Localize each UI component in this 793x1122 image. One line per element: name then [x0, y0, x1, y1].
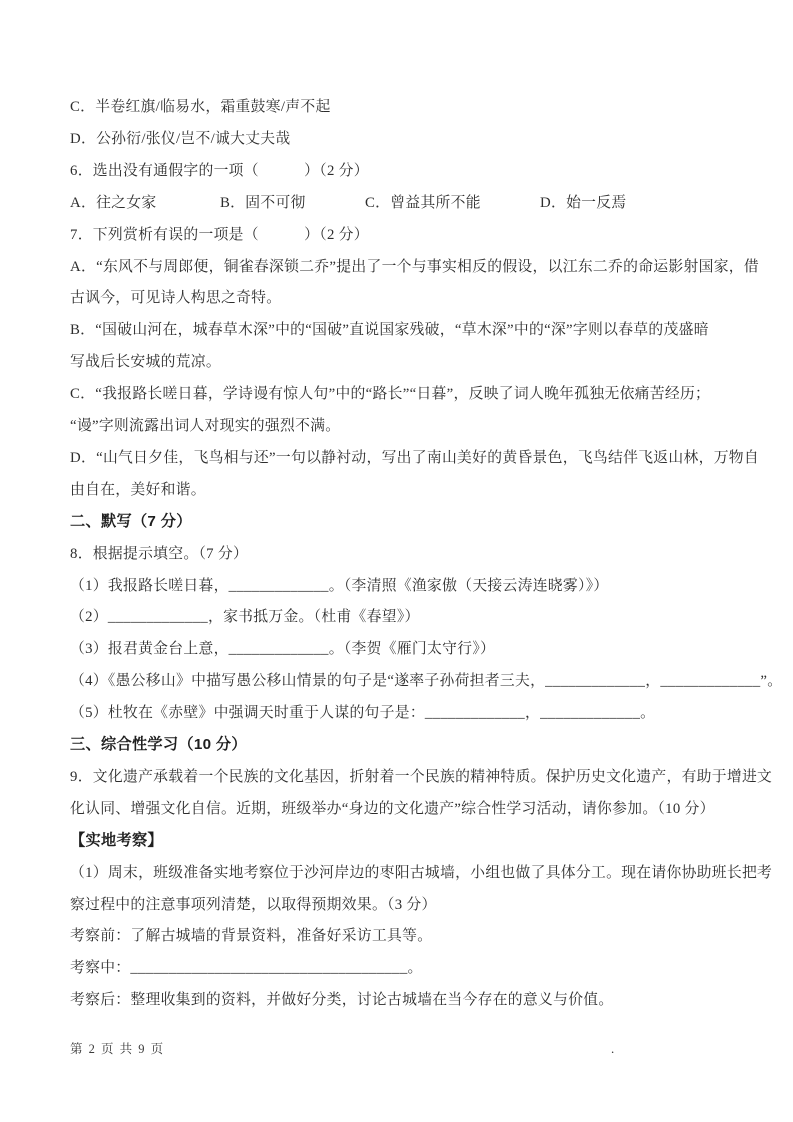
text-line: 8．根据提示填空。（7 分）: [70, 545, 249, 562]
text-line: 考察后：整理收集到的资料，并做好分类，讨论古城墙在当今存在的意义与价值。: [70, 992, 614, 1009]
text-line: 9．文化遗产承载着一个民族的文化基因，折射着一个民族的精神特质。保护历史文化遗产，有助于增进文: [70, 768, 773, 785]
text-line: 化认同、增强文化自信。近期，班级举办“身边的文化遗产”综合性学习活动，请你参加。（10 分）: [70, 800, 715, 817]
text-line: “谩”字则流露出词人对现实的强烈不满。: [70, 418, 341, 434]
page-number-label: 第 2 页 共 9 页: [70, 1042, 165, 1056]
stray-dot: .: [611, 1041, 615, 1056]
section-heading: 三、综合性学习（10 分）: [70, 736, 247, 753]
text-line: （2）_____________，家书抵万金。（杜甫《春望》）: [70, 609, 420, 626]
section-heading: 【实地考察】: [70, 831, 163, 849]
option-item: D．始一反焉: [540, 194, 627, 211]
section-heading: 二、默写（7 分）: [70, 512, 192, 530]
text-line: C．“我报路长嗟日暮，学诗谩有惊人句”中的“路长”“日暮”，反映了词人晚年孤独无依痛苦经历；: [70, 386, 711, 403]
text-line: （3）报君黄金台上意，_____________。（李贺《雁门太守行》）: [70, 641, 496, 658]
option-item: A．往之女家: [70, 194, 157, 211]
text-line: 写战后长安城的荒凉。: [70, 354, 221, 371]
text-line: B．“国破山河在，城春草木深”中的“国破”直说国家残破，“草木深”中的“深”字则以春草的茂盛暗: [70, 322, 709, 339]
text-line: （1）我报路长嗟日暮，_____________。（李清照《渔家傲（天接云涛连晓雾）》）: [70, 577, 609, 594]
text-line: 6．选出没有通假字的一项（ ）（2 分）: [70, 162, 369, 179]
text-line: D．公孙衍/张仪/岂不/诚大丈夫哉: [70, 130, 291, 147]
option-item: C．曾益其所不能: [365, 194, 481, 211]
text-line: 7．下列赏析有误的一项是（ ）（2 分）: [70, 226, 369, 243]
text-line: A．“东风不与周郎便，铜雀春深锁二乔”提出了一个与事实相反的假设，以江东二乔的命运影射国家，借: [70, 258, 759, 275]
text-line: C．半卷红旗/临易水，霜重鼓寒/声不起: [70, 99, 331, 115]
option-item: B．固不可彻: [220, 194, 306, 211]
text-line: （1）周末，班级准备实地考察位于沙河岸边的枣阳古城墙，小组也做了具体分工。现在请你协助班长把考: [70, 864, 773, 881]
text-line: （4）《愚公移山》中描写愚公移山情景的句子是“遂率子孙荷担者三夫，_____________，_____________”。: [70, 673, 783, 690]
text-line: 察过程中的注意事项列清楚，以取得预期效果。（3 分）: [70, 896, 437, 913]
text-line: 古讽今，可见诗人构思之奇特。: [70, 290, 282, 307]
text-line: 考察中：____________________________________。: [70, 960, 423, 977]
text-line: （5）杜牧在《赤壁》中强调天时重于人谋的句子是：_____________，_____________。: [70, 705, 656, 722]
text-line: 考察前：了解古城墙的背景资料，准备好采访工具等。: [70, 928, 433, 945]
text-line: 由自在，美好和谐。: [70, 481, 206, 498]
text-line: D．“山气日夕佳，飞鸟相与还”一句以静衬动，写出了南山美好的黄昏景色，飞鸟结伴飞返山林，万物自: [70, 449, 759, 466]
